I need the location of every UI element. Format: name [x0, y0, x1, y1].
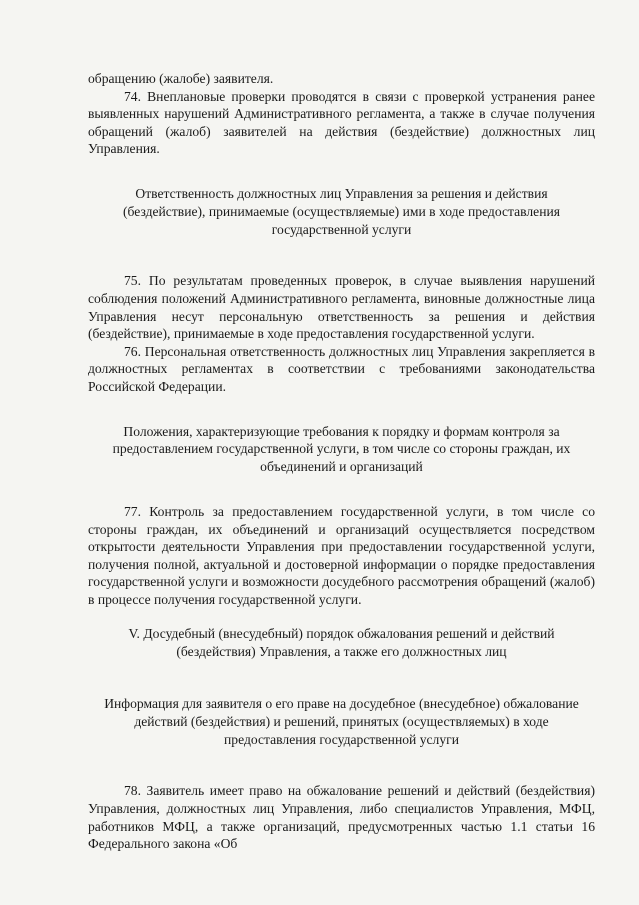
- heading-section-5: V. Досудебный (внесудебный) порядок обжалования решений и действий (бездействия) Управления, а также его должностных лиц: [128, 626, 555, 660]
- paragraph-75: 75. По результатам проведенных проверок, в случае выявления нарушений соблюдения положений Административного регламента, виновные должностные лица Управления несут персональную ответственность за решения и действия (бездействие), принимаемые в ходе предоставления государственной услуги.: [88, 273, 595, 342]
- paragraph-77: 77. Контроль за предоставлением государственной услуги, в том числе со стороны граждан, их объединений и организаций осуществляется посредством открытости деятельности Управления при предоставлении государственной услуги, получения полной, актуальной и достоверной информации о порядке предоставления государственной услуги и возможности досудебного рассмотрения обращений (жалоб) в процессе получения государственной услуги.: [88, 503, 595, 607]
- heading-responsibility: Ответственность должностных лиц Управления за решения и действия (бездействие), принимаемые (осуществляемые) ими в ходе предоставления государственной услуги: [122, 185, 561, 237]
- lead-line: обращению (жалобе) заявителя.: [88, 71, 274, 86]
- paragraph-76: 76. Персональная ответственность должностных лиц Управления закрепляется в должностных регламентах в соответствии с требованиями законодательства Российской Федерации.: [88, 343, 595, 394]
- paragraph-78: 78. Заявитель имеет право на обжалование решений и действий (бездействия) Управления, должностных лиц Управления, либо специалистов Управления, МФЦ, работников МФЦ, а также организаций, предусмотренных частью 1.1 статьи 16 Федерального закона «Об: [88, 783, 595, 852]
- heading-info: Информация для заявителя о его праве на досудебное (внесудебное) обжалование действий (бездействия) и решений, принятых (осуществляемых) в ходе предоставления государственной услуги: [104, 696, 579, 747]
- heading-control: Положения, характеризующие требования к порядку и формам контроля за предоставлением государственной услуги, в том числе со стороны граждан, их объединений и организаций: [112, 423, 571, 475]
- paragraph-74: 74. Внеплановые проверки проводятся в связи с проверкой устранения ранее выявленных нарушений Административного регламента, а также в случае получения обращений (жалоб) заявителей на действия (бездействие) должностных лиц Управления.: [88, 88, 595, 157]
